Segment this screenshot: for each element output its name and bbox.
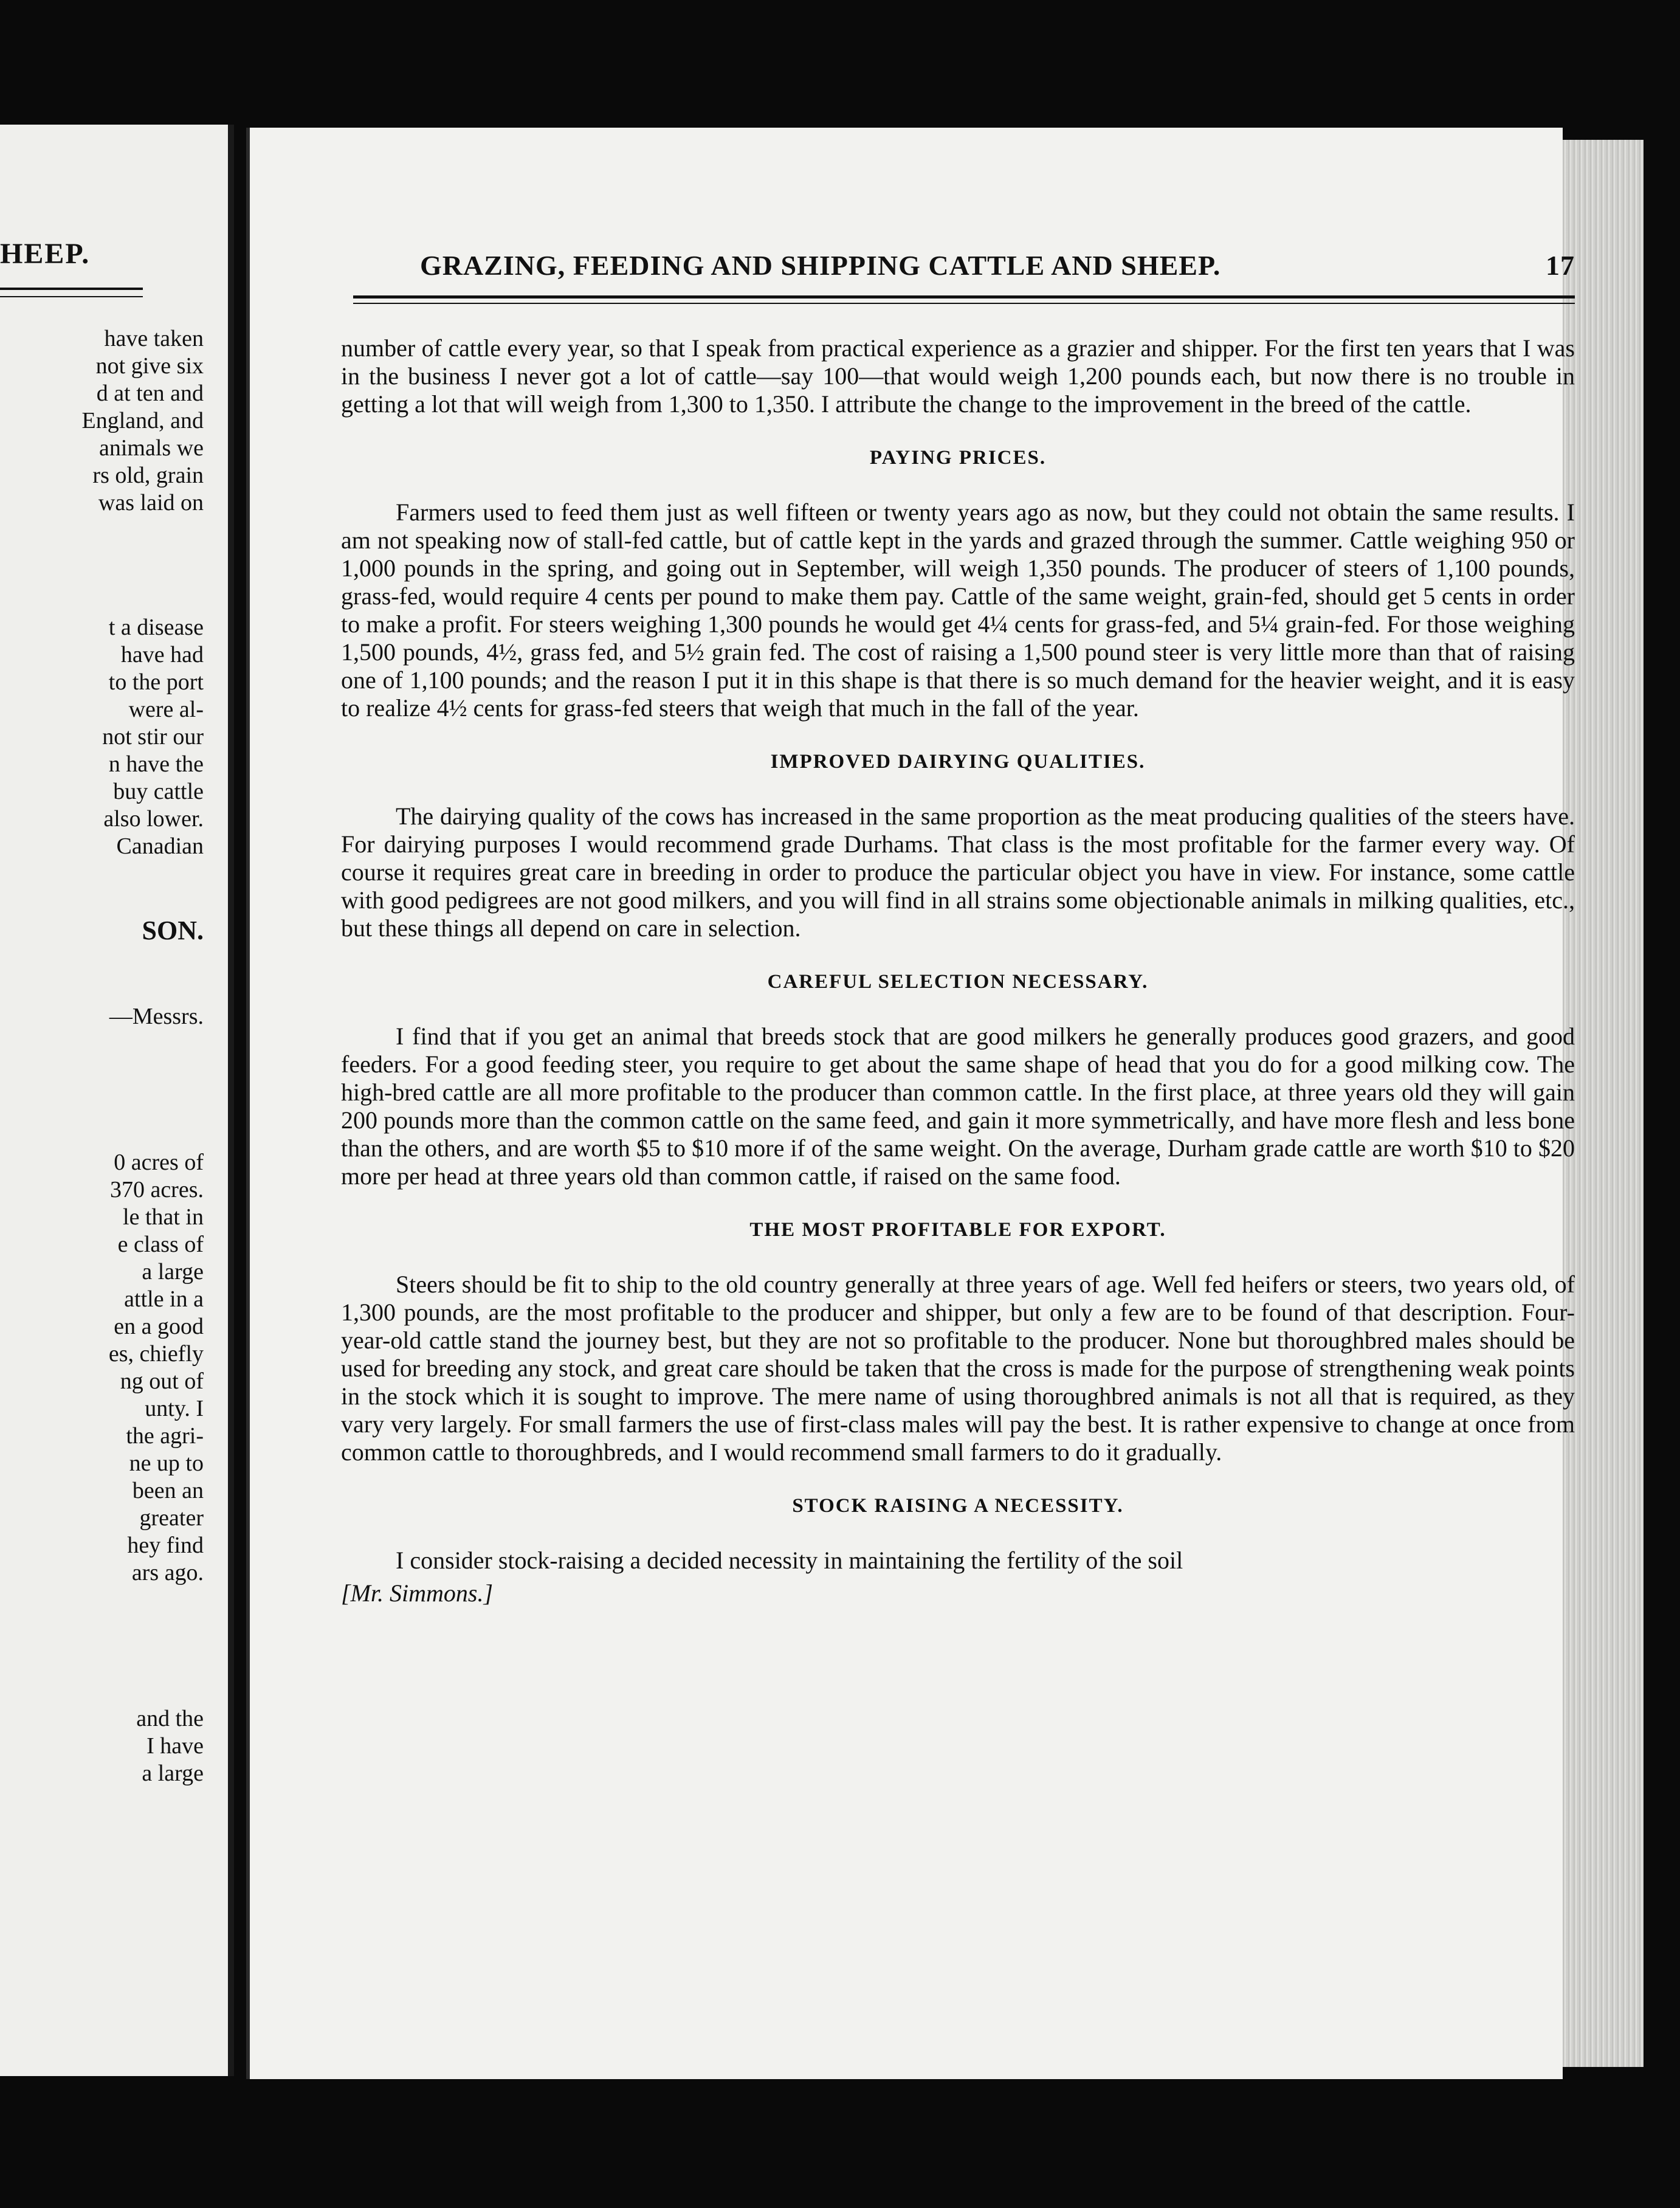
- left-text-line: 0 acres of: [114, 1150, 204, 1175]
- left-text-line: t a disease: [108, 615, 204, 640]
- left-text-line: SON.: [142, 916, 204, 945]
- page-number: 17: [1546, 250, 1575, 281]
- left-text-line: en a good: [114, 1314, 204, 1339]
- signature: [Mr. Simmons.]: [341, 1579, 494, 1607]
- left-text-line: to the port: [108, 669, 204, 695]
- left-text-line: I have: [146, 1733, 204, 1759]
- left-text-line: unty. I: [145, 1396, 204, 1421]
- left-text-line: also lower.: [103, 806, 204, 832]
- left-text-line: England, and: [81, 408, 204, 433]
- left-text-line: been an: [132, 1478, 204, 1503]
- left-text-line: 370 acres.: [109, 1177, 204, 1202]
- left-text-line: have taken: [104, 326, 204, 351]
- left-text-line: e class of: [117, 1232, 204, 1257]
- left-text-line: ng out of: [120, 1368, 204, 1394]
- section-heading: PAYING PRICES.: [869, 447, 1047, 469]
- section-paragraph: I find that if you get an animal that breeds stock that are good milkers he generally produces good grazers, and good feeders. For a good feeding steer, you require to get about the same shape of head that you do for a good milking cow. The high-bred cattle are all more profitable to the producer than common cattle. In the first place, at three years old they will gain 200 pounds more than the common cattle on the same feed, and gain it more symmetrically, and have more flesh and less bone than the others, and are worth $5 to $10 more if of the same weight. On the average, Durham grade cattle are worth $10 to $20 more per head at three years old than common cattle, if raised on the same food.: [341, 1023, 1575, 1190]
- section-heading: THE MOST PROFITABLE FOR EXPORT.: [749, 1219, 1166, 1241]
- left-text-line: —Messrs.: [109, 1004, 204, 1029]
- left-text-line: le that in: [123, 1204, 204, 1230]
- section-paragraph: Steers should be fit to ship to the old country generally at three years of age. Well fed heifers or steers, two years old, of 1,300 pounds, are the most profitable to the producer and shipper, but only a few are to be found of that description. Four-year-old cattle stand the journey best, but they are not so profitable to the producer. None but thoroughbred males should be used for breeding any stock, and great care should be taken that the cross is made for the purpose of strengthening weak points in the stock which it is sought to improve. The mere name of using thoroughbred animals is not all that is required, as they vary very largely. For small farmers the use of first-class males will pay the best. It is rather expensive to change at once from common cattle to thoroughbreds, and I would recommend small farmers to do it gradually.: [341, 1271, 1575, 1466]
- left-text-line: have had: [120, 642, 204, 668]
- left-text-line: rs old, grain: [92, 463, 204, 488]
- section-paragraph: I consider stock-raising a decided necessity in maintaining the fertility of the soil: [396, 1547, 1183, 1574]
- left-text-line: not stir our: [102, 724, 204, 750]
- header-rule-thin: [353, 303, 1575, 304]
- section-paragraph: The dairying quality of the cows has increased in the same proportion as the meat producing qualities of the steers have. For dairying purposes I would recommend grade Durhams. That class is the most profitable for the farmer every way. Of course it requires great care in breeding in order to produce the particular object you have in view. For instance, some cattle with good pedigrees are not good milkers, and you will find in all strains some objectionable animals in milking qualities, etc., but these things all depend on care in selection.: [341, 802, 1575, 942]
- left-rule-thick: [0, 288, 143, 290]
- running-head-title: GRAZING, FEEDING AND SHIPPING CATTLE AND SHEEP.: [420, 250, 1221, 281]
- left-text-line: hey find: [127, 1533, 204, 1558]
- page-body: [341, 334, 1575, 1612]
- running-head: [420, 249, 1575, 281]
- opening-paragraph: number of cattle every year, so that I speak from practical experience as a grazier and shipper. For the first ten years that I was in the business I never got a lot of cattle—say 100—that would weigh 1,200 pounds each, but now there is no trouble in getting a lot that will weigh from 1,300 to 1,350. I attribute the change to the improvement in the breed of the cattle.: [341, 334, 1575, 418]
- section-heading: IMPROVED DAIRYING QUALITIES.: [770, 751, 1146, 773]
- section-heading: STOCK RAISING A NECESSITY.: [792, 1495, 1124, 1517]
- left-text-line: d at ten and: [96, 381, 204, 406]
- section-paragraph: Farmers used to feed them just as well fifteen or twenty years ago as now, but they could not obtain the same results. I am not speaking now of stall-fed cattle, but of cattle kept in the yards and grazed through the summer. Cattle weighing 950 or 1,000 pounds in the spring, and going out in September, will weigh 1,350 pounds. The producer of steers of 1,100 pounds, grass-fed, would require 4 cents per pound to make them pay. Cattle of the same weight, grain-fed, should get 5 cents in order to make a profit. For steers weighing 1,300 pounds he would get 4¼ cents for grass-fed, and 5¼ grain-fed. For those weighing 1,500 pounds, 4½, grass fed, and 5½ grain fed. The cost of raising a 1,500 pound steer is very little more than that of raising one of 1,100 pounds; and the reason I put it in this shape is that there is so much demand for the heavier weight, and it is easy to realize 4½ cents for grass-fed steers that weigh that much in the fall of the year.: [341, 499, 1575, 722]
- header-rule-thick: [353, 295, 1575, 298]
- left-text-line: was laid on: [98, 490, 204, 516]
- left-text-line: n have the: [108, 751, 204, 777]
- left-text-line: a large: [142, 1761, 204, 1786]
- left-text-line: the agri-: [126, 1423, 204, 1449]
- left-text-line: were al-: [128, 697, 204, 722]
- left-text-line: buy cattle: [113, 779, 204, 804]
- left-rule-thin: [0, 296, 143, 297]
- section-heading: CAREFUL SELECTION NECESSARY.: [767, 971, 1149, 993]
- left-running-head: HEEP.: [0, 238, 91, 270]
- right-page: [246, 128, 1575, 2079]
- left-text-line: attle in a: [124, 1286, 204, 1312]
- left-text-line: greater: [139, 1505, 204, 1531]
- left-text-line: ne up to: [129, 1451, 204, 1476]
- left-text-line: ars ago.: [131, 1560, 204, 1585]
- left-text-line: a large: [142, 1259, 204, 1285]
- left-text-line: Canadian: [116, 833, 204, 859]
- left-page-fragment: [0, 125, 234, 2076]
- left-text-line: and the: [136, 1706, 204, 1731]
- left-text-line: es, chiefly: [108, 1341, 204, 1367]
- left-text-line: not give six: [95, 353, 204, 379]
- left-text-line: animals we: [98, 435, 204, 461]
